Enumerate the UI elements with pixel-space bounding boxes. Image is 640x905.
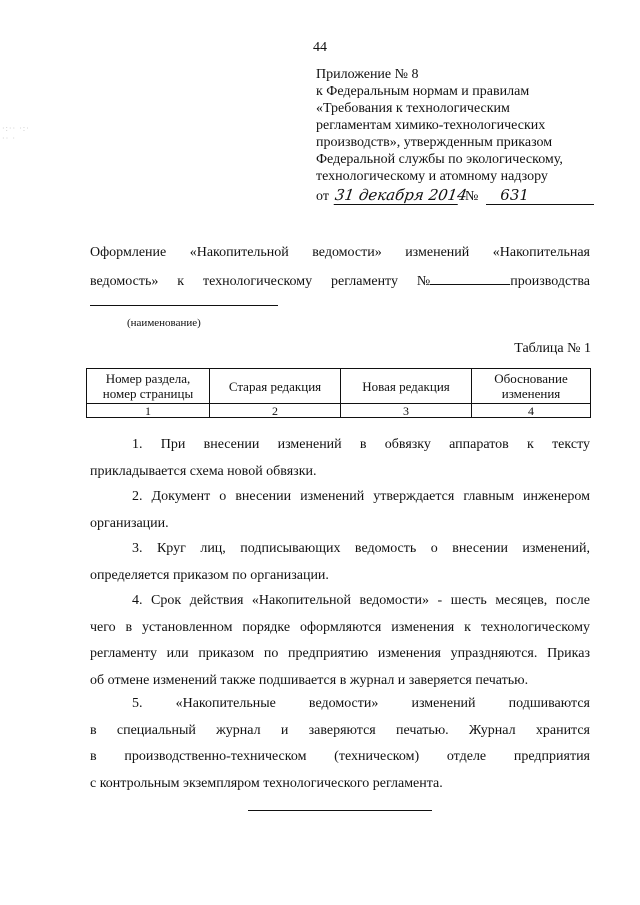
heading-line-2-end: производства [510,274,590,289]
paragraph-5 [90,691,590,797]
appendix-header [316,66,606,205]
table-number-cell: 3 [341,404,472,418]
order-prefix: от [316,189,329,204]
table-number-cell: 4 [472,404,591,418]
table-label: Таблица № 1 [514,341,591,356]
appendix-line: регламентам химико-технологических [316,118,546,133]
paragraph-line: в специальный журнал и заверяются печатью. Журнал хранится [90,722,590,738]
appendix-line: производств», утвержденным приказом [316,135,553,150]
paragraph-2 [90,484,590,537]
table-number-cell: 1 [87,404,210,418]
table-header-row [87,369,591,404]
paragraph-line: в производственно-техническом (техническом) отделе предприятия [90,749,590,764]
changes-table [86,368,591,418]
table-header-cell: Обоснование изменения [472,369,591,404]
heading-line-2 [90,267,590,296]
order-date-handwritten: 31 декабря 2014 [333,186,469,204]
appendix-line: технологическому и атомному надзору [316,169,548,184]
paragraph-line: 3. Круг лиц, подписывающих ведомость о внесении изменений, [132,541,590,556]
paragraph-line: чего в установленном порядке оформляются изменения к технологическому [90,619,590,635]
appendix-line: Федеральной службы по экологическому, [316,152,563,167]
table-number-cell: 2 [210,404,341,418]
name-caption: (наименование) [127,317,201,329]
appendix-line: «Требования к технологическим [316,101,510,116]
paragraph-line: определяется приказом по организации. [90,567,329,583]
order-number-sign: № [464,189,479,204]
closing-rule [248,810,432,811]
paragraph-line: с контрольным экземпляром технологического регламента. [90,775,443,791]
table-number-row [87,404,591,418]
name-fill-line [90,305,278,306]
paragraph-1 [90,432,590,485]
paragraph-4 [90,588,590,694]
paragraph-line: регламенту или приказом по предприятию изменения упраздняются. Приказ [90,646,590,661]
paragraph-line: об отмене изменений также подшивается в журнал и заверяется печатью. [90,672,529,688]
order-reference [316,186,606,205]
table-header-cell: Старая редакция [210,369,341,404]
paragraph-line: 1. При внесении изменений в обвязку аппаратов к тексту [132,437,590,452]
scan-artifact: ·:·· ·:· ·· · [2,124,30,143]
paragraph-line: 5. «Накопительные ведомости» изменений подшиваются [132,696,590,711]
table-header-cell: Номер раздела, номер страницы [87,369,210,404]
appendix-line: к Федеральным нормам и правилам [316,84,530,99]
regulation-number-blank [430,272,510,285]
table-header-cell: Новая редакция [341,369,472,404]
document-heading [90,238,590,296]
appendix-line: Приложение № 8 [316,67,419,82]
paragraph-line: 2. Документ о внесении изменений утверждается главным инженером [132,489,590,504]
page-number: 44 [313,40,327,55]
paragraph-line: прикладывается схема новой обвязки. [90,463,317,479]
heading-line-1: Оформление «Накопительной ведомости» изменений «Накопительная [90,245,590,260]
paragraph-line: 4. Срок действия «Накопительной ведомости» - шесть месяцев, после [132,593,590,608]
order-number-handwritten: 631 [486,186,594,205]
paragraph-line: организации. [90,515,169,531]
heading-line-2-start: ведомость» к технологическому регламенту № [90,274,431,289]
paragraph-3 [90,536,590,589]
